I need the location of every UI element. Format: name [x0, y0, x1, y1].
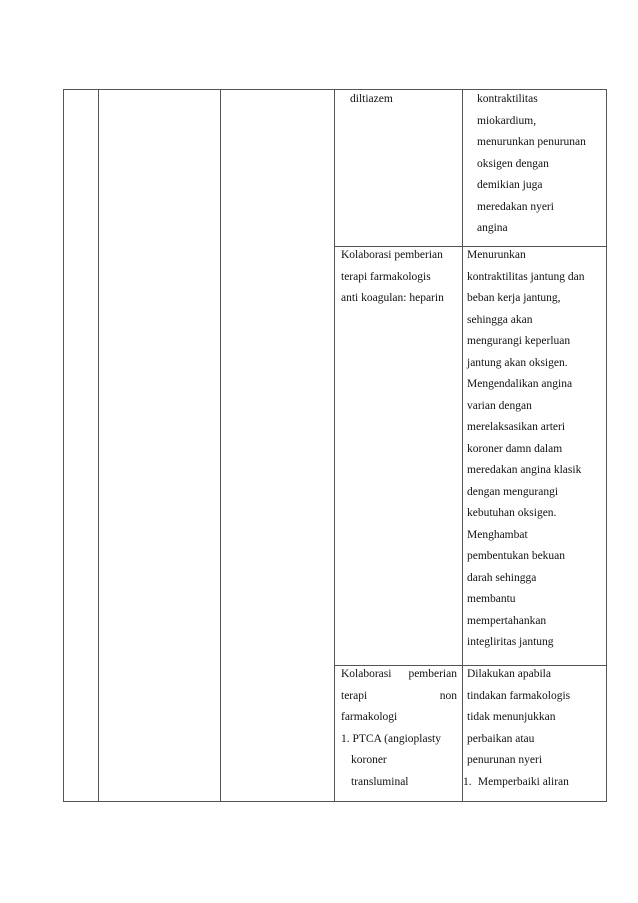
rationale-line: demikian juga [477, 179, 543, 191]
intervention-word: non [439, 689, 457, 702]
rationale-line: Mengendalikan angina [467, 378, 573, 390]
column-divider [98, 90, 99, 801]
list-number: 1. [463, 775, 472, 788]
rationale-line: Menurunkan [467, 249, 526, 261]
intervention-line [341, 664, 457, 686]
rationale-line: penurunan nyeri [467, 754, 543, 766]
rationale-line: perbaikan atau [467, 732, 535, 745]
intervention-word: terapi [341, 689, 368, 702]
intervention-line: koroner [351, 754, 387, 766]
rationale-line: darah sehingga [467, 571, 537, 584]
column-divider [220, 90, 221, 801]
rationale-line: mempertahankan [467, 614, 547, 627]
rationale-line: oksigen dengan [477, 157, 549, 170]
list-text: Memperbaiki aliran [477, 775, 569, 788]
rationale-line: membantu [467, 593, 516, 605]
rationale-line: mengurangi keperluan [467, 335, 571, 347]
rationale-line: jantung akan oksigen. [467, 356, 568, 369]
intervention-line: diltiazem [350, 93, 393, 105]
rationale-line: kontraktilitas [477, 93, 538, 105]
rationale-line: varian dengan [467, 399, 532, 412]
rationale-line: kontraktilitas jantung dan [467, 270, 585, 283]
rationale-cell [477, 89, 586, 240]
intervention-cell [350, 89, 393, 111]
intervention-line: farmakologi [341, 711, 398, 723]
rationale-line: Menghambat [467, 528, 528, 541]
rationale-line: sehingga akan [467, 313, 533, 326]
rationale-line: koroner damn dalam [467, 442, 563, 455]
care-plan-table [63, 89, 607, 802]
intervention-cell [341, 245, 444, 310]
intervention-line: terapi farmakologis [341, 270, 431, 283]
rationale-list-item [463, 772, 570, 794]
intervention-line: 1. PTCA (angioplasty [341, 732, 441, 745]
column-divider [334, 90, 335, 801]
intervention-cell [341, 664, 457, 793]
rationale-line: pembentukan bekuan [467, 550, 566, 562]
rationale-line: miokardium, [477, 114, 537, 127]
rationale-line: tindakan farmakologis [467, 689, 571, 702]
column-divider [462, 90, 463, 801]
rationale-line: merelaksasikan arteri [467, 421, 566, 433]
rationale-line: menurunkan penurunan [477, 136, 586, 148]
intervention-line [341, 686, 457, 708]
rationale-line: meredakan angina klasik [467, 464, 582, 476]
rationale-line: beban kerja jantung, [467, 292, 561, 304]
rationale-line: angina [477, 222, 508, 234]
intervention-word: pemberian [408, 668, 457, 680]
rationale-line: kebutuhan oksigen. [467, 507, 557, 519]
rationale-line: tidak menunjukkan [467, 711, 556, 723]
rationale-cell [463, 664, 571, 793]
rationale-line: dengan mengurangi [467, 485, 559, 498]
rationale-line: integliritas jantung [467, 636, 554, 648]
rationale-line: Dilakukan apabila [467, 668, 551, 680]
intervention-line: transluminal [351, 775, 409, 788]
rationale-line: meredakan nyeri [477, 200, 554, 213]
intervention-word: Kolaborasi [341, 668, 392, 680]
intervention-line: anti koagulan: heparin [341, 292, 444, 304]
rationale-cell [467, 245, 585, 654]
intervention-line: Kolaborasi pemberian [341, 249, 443, 261]
